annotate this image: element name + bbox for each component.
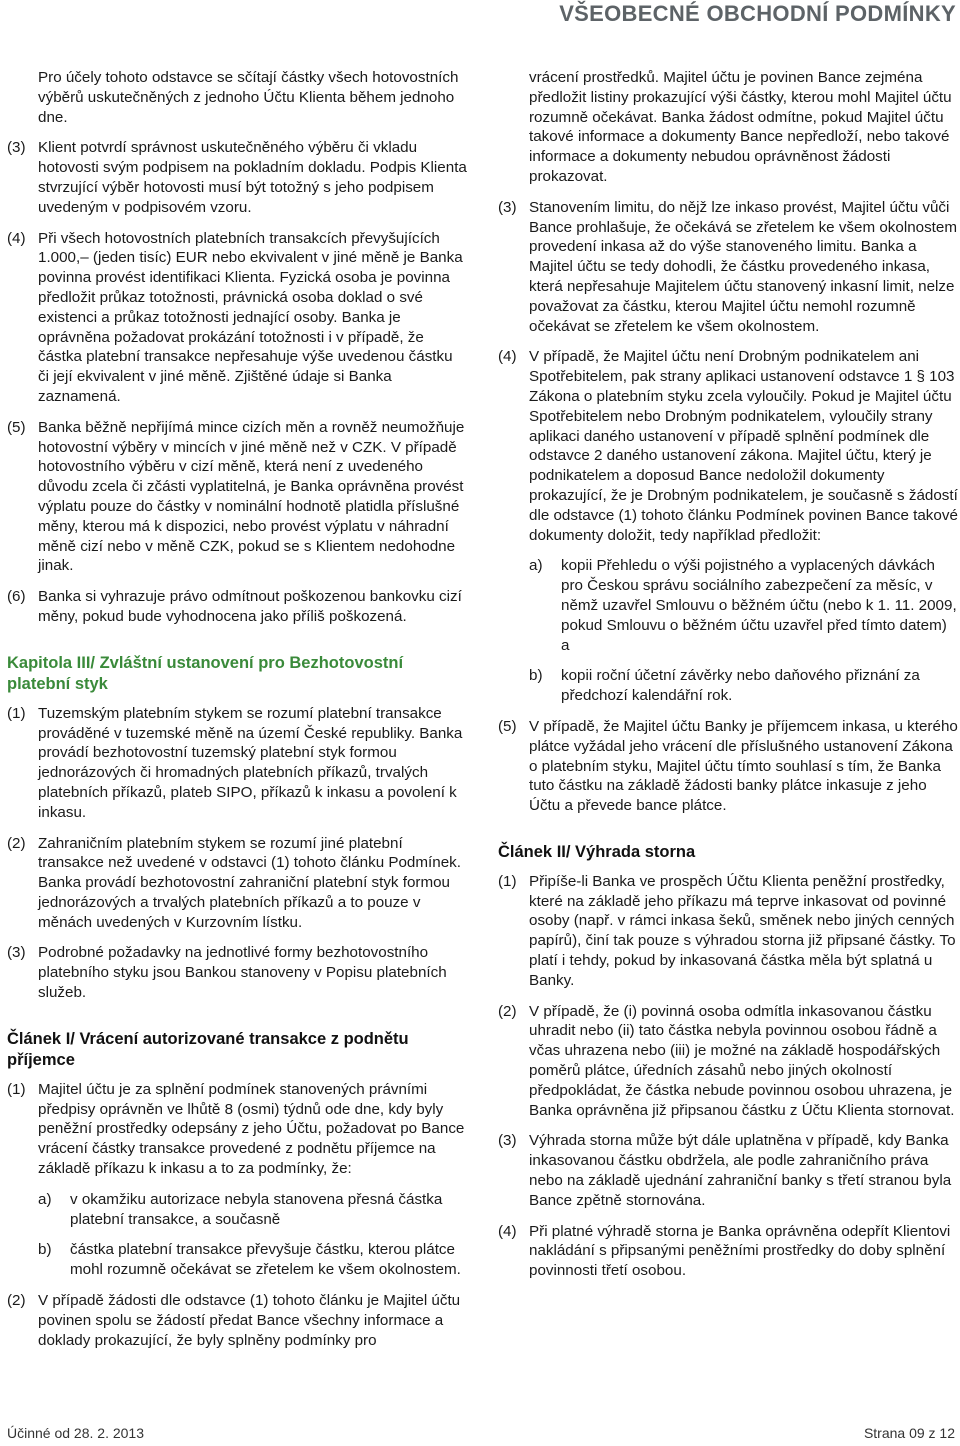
article-heading: Článek I/ Vrácení autorizované transakce z podnětu příjemce <box>7 1029 409 1069</box>
list-item: (5) Banka běžně nepřijímá mince cizích měn a rovněž neumožňuje hotovostní výběry v mincích v jiné měně než v CZK. V případě hotovostního výběru v cizí měně, která není z uvedeného důvodu zcela či zčásti vyplatitelná, je Banka oprávněna provést výplatu pouze do částky v nominální hodnotě platidla příslušné měny, kterou má k dispozici, nebo provést výplatu v náhradní měně cizí nebo v měně CZK, pokud se s Klientem nedohodne jinak. <box>7 418 465 575</box>
page-number: Strana 09 z 12 <box>863 1425 955 1442</box>
effective-date: Účinné od 28. 2. 2013 <box>7 1425 144 1442</box>
list-item: (1) Tuzemským platebním stykem se rozumí platební transakce prováděné v tuzemské měně na území České republiky. Banka provádí bezhotovostní tuzemský platební styk formou jednorázových či hromadných platebních příkazů, trvalých platebních příkazů, plateb SIPO, příkazů k inkasu a povolení k inkasu. <box>7 704 463 821</box>
chapter-heading: Kapitola III/ Zvláštní ustanovení pro Bezhotovostní platební styk <box>7 653 404 693</box>
left-column <box>7 68 467 1361</box>
document-title: VŠEOBECNÉ OBCHODNÍ PODMÍNKY <box>559 1 956 26</box>
list-item: (2) Zahraničním platebním stykem se rozumí jiné platební transakce než uvedené v odstavci (1) tohoto článku Podmínek. Banka provádí bezhotovostní zahraniční platební styk formou jednorázových a trvalých platebních příkazů a to pouze v měnách uvedených v Kurzovním lístku. <box>7 834 461 931</box>
list-item: (2) V případě žádosti dle odstavce (1) tohoto článku je Majitel účtu povinen spolu se žádostí předat Bance všechny informace a doklady prokazující, že byly splněny podmínky pro <box>7 1292 461 1349</box>
sub-item: b) částka platební transakce převyšuje částku, kterou plátce mohl rozumně očekávat se zřetelem ke všem okolnostem. <box>38 1241 461 1279</box>
list-item: (3) Výhrada storna může být dále uplatněna v případě, kdy Banka inkasovanou částku obdržela, ale podle zahraničního práva nebo na základě ujednání zahraniční banky s třetí stranou byla Bance zpětně stornována. <box>498 1132 952 1209</box>
list-item: (3) Stanovením limitu, do nějž lze inkaso provést, Majitel účtu vůči Bance prohlašuje, že očekává se zřetelem ke všem okolnostem provedení inkasa až do výše stanoveného limitu. Banka a Majitel účtu se tedy dohodli, že částku provedeného inkasa, která nepřesahuje Majitelem účtu stanovený inkasní limit, nelze považovat za částku, kterou Majitel účtu nemohl rozumně očekávat se zřetelem ke všem okolnostem. <box>498 198 957 335</box>
list-item: (6) Banka si vyhrazuje právo odmítnout poškozenou bankovku cizí měny, pokud bude vyhodnocena jako příliš poškozená. <box>7 588 462 625</box>
sub-item: a) kopii Přehledu o výši pojistného a vyplacených dávkách pro Českou správu sociálního zabezpečení za měsíc, v němž uzavřel Smlouvu o běžném účtu (nebo k 1. 11. 2009, pokud Smlouvu o běžném účtu uzavřel před tímto datem) a <box>529 557 957 654</box>
paragraph-continuation: Pro účely tohoto odstavce se sčítají částky všech hotovostních výběrů uskutečněných z jednoho Účtu Klienta během jednoho dne. <box>38 69 459 126</box>
sub-item: a) v okamžiku autorizace nebyla stanovena přesná částka platební transakce, a současně <box>38 1190 443 1228</box>
right-column <box>498 68 958 1292</box>
article-heading: Článek II/ Výhrada storna <box>498 842 696 861</box>
list-item: (3) Klient potvrdí správnost uskutečněného výběru či vkladu hotovosti svým podpisem na pokladním dokladu. Podpis Klienta stvrzující výběr hotovosti musí být totožný s jeho podpisem uvedeným v podpisovém vzoru. <box>7 139 467 216</box>
list-item: (5) V případě, že Majitel účtu Banky je příjemcem inkasa, u kterého plátce vyžádal jeho vrácení dle příslušného ustanovení Zákona o platebním styku, Majitel účtu tímto souhlasí s tím, že Banka tuto částku na základě žádosti banky plátce inkasuje z jeho Účtu a převede bance plátce. <box>498 717 958 815</box>
list-item: (2) V případě, že (i) povinná osoba odmítla inkasovanou částku uhradit nebo (ii) tato částka nebyla povinnou osobou řádně a včas uhrazena nebo (iii) je možné na základě hospodářských poměrů plátce, úředních zásahů nebo jiných okolností předpokládat, že částka nebude povinnou osobou uhrazena, je Banka oprávněna již připsanou částku z Účtu Klienta stornovat. <box>498 1002 955 1119</box>
list-item: (1) Majitel účtu je za splnění podmínek stanovených právními předpisy oprávněn ve lhůtě 8 (osmi) týdnů ode dne, kdy byly peněžní prostředky odepsány z jeho Účtu, požadovat po Bance vrácení částky transakce provedené z podnětu příjemce na základě příkazu k inkasu a to za podmínky, že: <box>7 1080 465 1178</box>
list-item: (3) Podrobné požadavky na jednotlivé formy bezhotovostního platebního styku jsou Bankou stanoveny v Popisu platebních služeb. <box>7 944 447 1002</box>
paragraph-continuation: vrácení prostředků. Majitel účtu je povinen Bance zejména předložit listiny prokazující výši částky, kterou mohl Majitel účtu rozumně očekávat. Banka žádost odmítne, pokud Majitel účtu takové informace a dokumenty Bance nepředloží, nebo takové informace a dokumenty nebudou oprávněnost žádosti prokazovat. <box>529 69 952 185</box>
list-item: (4) V případě, že Majitel účtu není Drobným podnikatelem ani Spotřebitelem, pak strany aplikaci ustanovení odstavce 1 § 103 Zákona o platebním styku zcela vyloučily. Pokud je Majitel účtu Spotřebitelem nebo Drobným podnikatelem, vyloučily strany aplikaci daného ustanovení v případě splnění podmínek dle odstavce 2 daného ustanovení zákona. Majitel účtu, který je podnikatelem a doposud Bance nedoložil dokumenty prokazující, že je Drobným podnikatelem, je současně s žádostí dle odstavce (1) tohoto článku Podmínek povinen Bance takové dokumenty doložit, tedy například předložit: <box>498 348 958 544</box>
list-item: (1) Připíše-li Banka ve prospěch Účtu Klienta peněžní prostředky, které na základě jeho příkazu má teprve inkasovat od povinné osoby (např. v rámci inkasa šeků, směnek nebo jiných cenných papírů), činí tak pouze s výhradou storna již připsané částky. To platí i tehdy, pokud by inkasovaná částka měla být splatná u Banky. <box>498 872 956 989</box>
list-item: (4) Při platné výhradě storna je Banka oprávněna odepřít Klientovi nakládání s připsanými peněžními prostředky do doby splnění povinnosti třetí osobou. <box>498 1222 951 1280</box>
sub-item: b) kopii roční účetní závěrky nebo daňového přiznání za předchozí kalendářní rok. <box>529 667 920 705</box>
page-footer <box>7 1424 955 1444</box>
list-item: (4) Při všech hotovostních platebních transakcích převyšujících 1.000,– (jeden tisíc) EUR nebo ekvivalent v jiné měně je Banka povinna provést identifikaci Klienta. Fyzická osoba je povinna předložit průkaz totožnosti, právnická osoba doklad o své existenci a průkaz totožnosti jednající osoby. Banka je oprávněna požadovat prokázání totožnosti i v případě, že částka platební transakce nepřesahuje výše uvedenou částku či její ekvivalent v jiné měně. Zjištěné údaje si Banka zaznamená. <box>7 229 463 405</box>
